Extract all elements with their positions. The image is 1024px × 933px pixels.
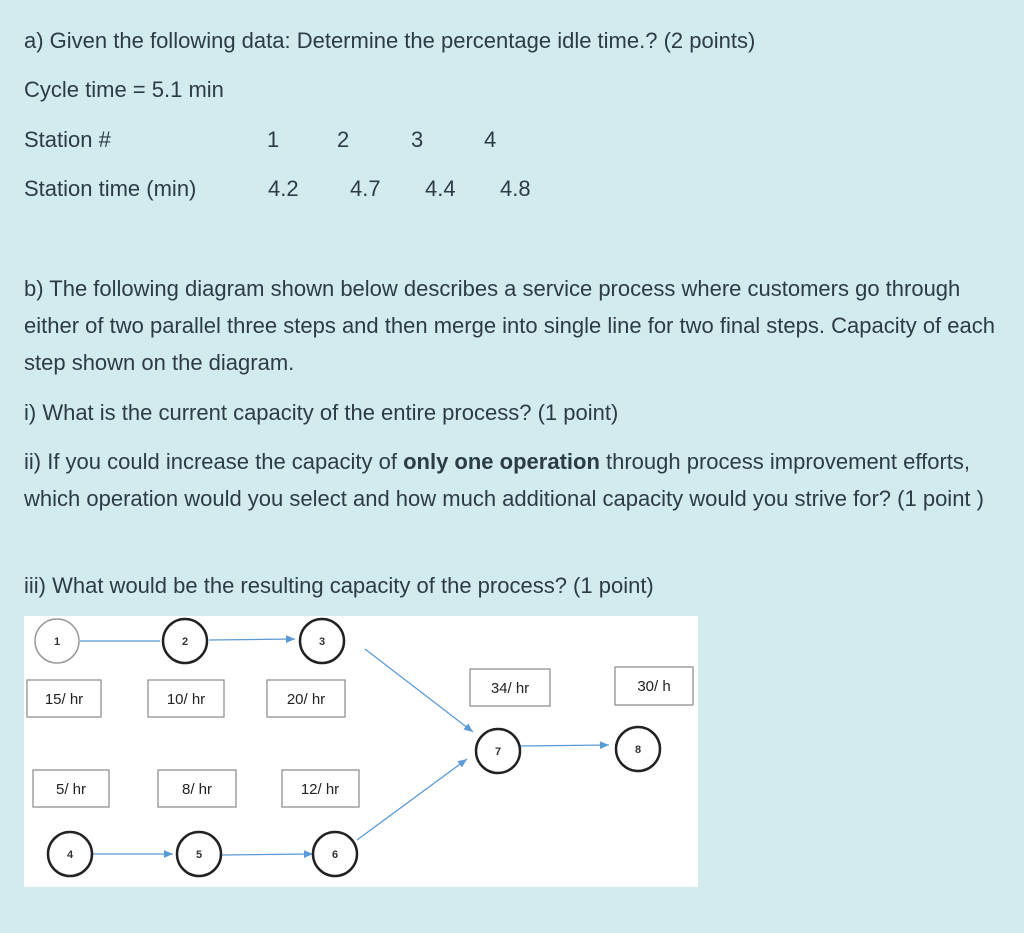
capacity-box-2: [148, 680, 224, 717]
node-4-label: 4: [66, 849, 74, 861]
station-label: Station #: [24, 127, 111, 152]
capacity-label: 12/ hr: [300, 781, 340, 798]
capacity-box-8: [615, 667, 693, 705]
process-diagram: [24, 616, 698, 887]
node-1: [35, 619, 79, 663]
question-b-i: i) What is the current capacity of the entire process? (1 point): [24, 400, 619, 425]
station-number: 4: [484, 127, 497, 152]
station-time: 4.4: [425, 176, 456, 201]
node-6-label: 6: [331, 849, 339, 861]
capacity-box-5: [158, 770, 236, 807]
question-b-ii-pre: ii) If you could increase the capacity of: [24, 449, 404, 474]
station-number: 1: [267, 127, 280, 152]
arrow-3-7: [365, 649, 473, 732]
station-time-label: Station time (min): [24, 176, 197, 201]
node-6: [313, 832, 357, 876]
node-3: [300, 619, 344, 663]
node-5: [177, 832, 221, 876]
node-4: [48, 832, 92, 876]
station-number: 3: [411, 127, 424, 152]
station-number: 2: [337, 127, 350, 152]
capacity-label: 20/ hr: [286, 691, 326, 708]
capacity-label: 34/ hr: [490, 680, 530, 697]
question-b-ii-post: through process improvement efforts, which operation would you select and how much additional capacity would you strive for? (1 point ): [24, 449, 984, 511]
station-time: 4.2: [268, 176, 299, 201]
arrow-6-7: [357, 759, 467, 840]
node-8: [616, 727, 660, 771]
capacity-label: 5/ hr: [55, 781, 87, 798]
capacity-label: 8/ hr: [181, 781, 213, 798]
capacity-box-4: [33, 770, 109, 807]
node-1-label: 1: [53, 636, 61, 648]
capacity-label: 15/ hr: [44, 691, 84, 708]
node-3-label: 3: [318, 636, 326, 648]
capacity-box-1: [27, 680, 101, 717]
arrow-7-8: [520, 745, 609, 746]
cycle-time: Cycle time = 5.1 min: [24, 77, 224, 102]
question-a: a) Given the following data: Determine the percentage idle time.? (2 points): [24, 28, 756, 53]
capacity-box-7: [470, 669, 550, 706]
arrow-5-6: [221, 854, 313, 855]
capacity-box-6: [282, 770, 359, 807]
node-7-label: 7: [494, 746, 502, 758]
node-8-label: 8: [634, 744, 642, 756]
station-time: 4.7: [350, 176, 381, 201]
question-b-ii-emphasis: only one operation: [403, 449, 600, 474]
capacity-box-3: [267, 680, 345, 717]
node-7: [476, 729, 520, 773]
node-2-label: 2: [181, 636, 189, 648]
node-5-label: 5: [195, 849, 203, 861]
process-flow-svg: [24, 616, 698, 887]
question-b-intro: b) The following diagram shown below describes a service process where customers go through either of two parallel three steps and then merge into single line for two final steps. Capacity of each step shown on the diagram.: [24, 276, 995, 375]
capacity-label: 10/ hr: [166, 691, 206, 708]
node-2: [163, 619, 207, 663]
question-b-ii: [24, 443, 1014, 517]
station-time: 4.8: [500, 176, 531, 201]
question-b-iii: iii) What would be the resulting capacity of the process? (1 point): [24, 573, 654, 598]
arrow-2-3: [209, 639, 295, 640]
capacity-label: 30/ h: [637, 678, 671, 695]
